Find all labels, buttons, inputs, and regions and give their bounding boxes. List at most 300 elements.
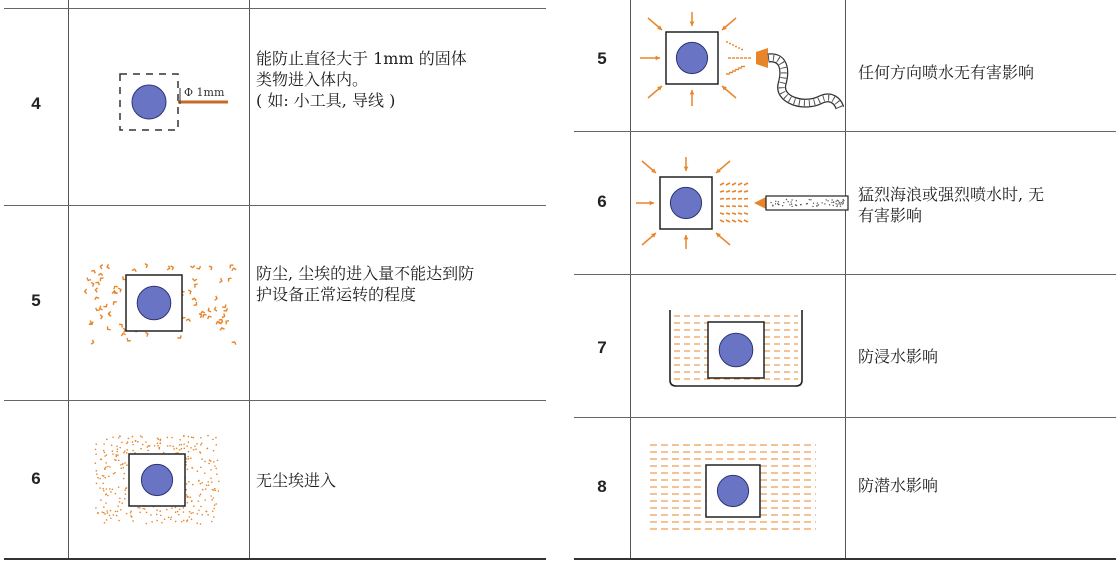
dust-particle	[198, 500, 200, 502]
dust-particle	[199, 314, 202, 318]
pipe-texture	[843, 202, 844, 203]
dust-particle	[127, 338, 131, 341]
dust-particle	[97, 477, 99, 479]
dust-particle	[183, 435, 185, 437]
dust-particle	[215, 307, 217, 311]
description-line: 防浸水影响	[858, 347, 939, 366]
dust-particle	[197, 470, 199, 472]
dust-particle	[103, 443, 105, 445]
dust-particle	[226, 321, 229, 325]
dust-particle	[140, 448, 142, 450]
dust-particle	[208, 308, 211, 312]
dust-particle	[187, 502, 189, 504]
arrow-head	[684, 235, 689, 239]
enclosure-circle	[137, 286, 171, 320]
dust-particle	[199, 451, 201, 453]
level-description	[858, 62, 1108, 83]
dust-particle	[126, 452, 128, 454]
dust-particle	[192, 278, 197, 280]
pipe-texture	[838, 203, 839, 204]
dust-particle	[111, 445, 113, 447]
dust-particle	[117, 511, 119, 513]
spray	[738, 220, 742, 222]
dust-particle	[132, 444, 134, 446]
dust-particle	[200, 437, 202, 439]
description-line: 类物进入体内。	[256, 70, 369, 89]
dust-particle	[106, 454, 108, 456]
dust-particle	[201, 312, 205, 314]
dust-particle	[190, 266, 195, 268]
dust-particle	[147, 446, 149, 448]
dust-particle	[218, 480, 220, 482]
level-number: 6	[31, 469, 41, 488]
dust-particle	[140, 435, 142, 437]
dust-particle	[188, 436, 190, 438]
dust-particle	[108, 475, 110, 477]
pipe-texture	[786, 199, 787, 200]
dust-particle	[147, 450, 149, 452]
dust-particle	[91, 340, 94, 344]
dust-particle	[95, 297, 99, 300]
dust-particle	[195, 284, 198, 288]
dust-particle	[168, 517, 170, 519]
arrow-head	[656, 56, 660, 61]
pipe-texture	[770, 202, 771, 203]
pipe-texture	[790, 201, 791, 202]
dust-particle	[100, 459, 102, 461]
dust-particle	[213, 497, 215, 499]
dust-particle	[91, 282, 94, 286]
dust-particle	[183, 507, 185, 509]
dust-particle	[170, 516, 172, 518]
dust-particle	[116, 515, 118, 517]
dust-particle	[191, 500, 193, 502]
dust-particle	[200, 467, 202, 469]
dust-particle	[127, 449, 129, 451]
dust-particle	[110, 510, 112, 512]
dust-particle	[167, 445, 169, 447]
water-protection-table	[574, 0, 1116, 560]
dust-particle	[110, 491, 112, 493]
dust-particle	[200, 523, 202, 525]
dust-particle	[183, 443, 185, 445]
dust-particle	[95, 449, 97, 451]
pipe-texture	[829, 204, 830, 205]
dust-particle	[156, 514, 158, 516]
dust-particle	[145, 332, 148, 336]
dust-protected-illustration	[79, 257, 239, 347]
dust-particle	[198, 510, 200, 512]
dust-particle	[166, 509, 168, 511]
dust-particle	[109, 466, 111, 468]
dust-particle	[211, 481, 213, 483]
pipe-texture	[817, 202, 818, 203]
table-row	[4, 205, 546, 400]
dust-particle	[132, 520, 134, 522]
dust-particle	[207, 514, 209, 516]
arrow-head	[684, 167, 689, 171]
dust-particle	[194, 302, 197, 305]
dust-particle	[104, 455, 106, 457]
dust-particle	[120, 468, 122, 470]
dust-particle	[144, 508, 146, 510]
dust-particle	[192, 512, 194, 514]
dust-particle	[215, 296, 217, 300]
dust-particle	[121, 333, 125, 336]
dust-particle	[194, 445, 196, 447]
enclosure-circle	[719, 333, 753, 367]
dust-particle	[186, 458, 188, 460]
dust-particle	[112, 450, 114, 452]
dust-particle	[122, 467, 124, 469]
dust-particle	[207, 481, 209, 483]
dust-particle	[127, 441, 129, 443]
dust-particle	[102, 511, 104, 513]
wire-probe-illustration	[114, 68, 234, 138]
dust-particle	[135, 440, 137, 442]
arrow-head	[690, 90, 695, 94]
dust-particle	[202, 489, 204, 491]
dust-particle	[167, 437, 169, 439]
dust-particle	[112, 453, 114, 455]
dust-particle	[123, 478, 125, 480]
dust-particle	[157, 445, 159, 447]
dust-particle	[203, 315, 207, 318]
table-bottom-rule	[4, 558, 546, 560]
dust-particle	[117, 448, 119, 450]
dust-particle	[121, 442, 123, 444]
dust-particle	[192, 484, 194, 486]
nozzle	[756, 48, 768, 68]
pipe-texture	[791, 203, 792, 204]
dust-particle	[196, 522, 198, 524]
dust-particle	[188, 441, 190, 443]
dust-particle	[197, 513, 199, 515]
dust-particle	[100, 278, 103, 281]
dust-particle	[232, 342, 236, 345]
pipe-texture	[818, 204, 819, 205]
dust-particle	[193, 449, 195, 451]
pipe-texture	[842, 201, 843, 202]
pipe-texture	[789, 204, 790, 205]
dust-particle	[214, 488, 216, 490]
dust-particle	[96, 308, 100, 311]
description-line: 猛烈海浪或强烈喷水时, 无	[858, 185, 1045, 204]
dust-particle	[124, 489, 126, 491]
dust-particle	[189, 511, 191, 513]
dust-particle	[192, 298, 196, 300]
solid-protection-table	[4, 0, 546, 560]
dust-particle	[177, 335, 181, 338]
dust-particle	[104, 468, 106, 470]
dust-particle	[118, 460, 120, 462]
dust-particle	[206, 484, 208, 486]
pipe-texture	[777, 203, 778, 204]
dust-particle	[116, 454, 118, 456]
dust-particle	[123, 452, 125, 454]
dust-particle	[189, 516, 191, 518]
dust-particle	[204, 461, 206, 463]
level-description	[858, 184, 1113, 226]
dust-particle	[145, 441, 147, 443]
dust-particle	[100, 306, 103, 310]
dust-particle	[212, 510, 214, 512]
dust-particle	[139, 507, 141, 509]
dust-particle	[164, 518, 166, 520]
arrow-head	[650, 201, 654, 206]
dust-particle	[159, 510, 161, 512]
dust-particle	[219, 278, 221, 282]
dust-particle	[214, 504, 216, 506]
dust-particle	[114, 459, 116, 461]
dust-particle	[117, 505, 119, 507]
pipe-texture	[813, 203, 814, 204]
pipe-texture	[795, 204, 796, 205]
submersion-illustration	[648, 441, 818, 541]
level-description	[858, 346, 1108, 367]
dust-particle	[210, 495, 212, 497]
dust-particle	[200, 494, 202, 496]
spray	[744, 191, 748, 192]
pipe-texture	[836, 206, 837, 207]
dust-particle	[146, 512, 148, 514]
pipe-texture	[831, 199, 832, 200]
spray	[738, 213, 742, 214]
pipe-texture	[838, 200, 839, 201]
pipe-texture	[787, 201, 788, 202]
dust-particle	[200, 506, 202, 508]
spray	[732, 183, 736, 185]
dust-particle	[208, 463, 210, 465]
pipe-texture	[835, 203, 836, 204]
dust-particle	[124, 450, 126, 452]
dust-particle	[169, 445, 171, 447]
pipe-texture	[824, 203, 825, 204]
dust-particle	[179, 449, 181, 451]
dust-particle	[163, 452, 165, 454]
table-row	[4, 400, 546, 558]
dust-particle	[201, 458, 203, 460]
powerful-jet-illustration	[634, 155, 849, 251]
dust-particle	[160, 514, 162, 516]
dust-particle	[218, 490, 220, 492]
dust-particle	[193, 437, 195, 439]
dust-particle	[189, 496, 191, 498]
dust-particle	[125, 493, 127, 495]
dust-particle	[211, 499, 213, 501]
dust-particle	[116, 456, 118, 458]
dust-particle	[183, 448, 185, 450]
dust-particle	[118, 520, 120, 522]
dust-particle	[105, 493, 107, 495]
dust-particle	[207, 448, 209, 450]
dust-particle	[95, 282, 99, 285]
dust-particle	[216, 473, 218, 475]
dust-particle	[156, 509, 158, 511]
dust-particle	[146, 523, 148, 525]
dust-particle	[156, 520, 158, 522]
pipe-texture	[812, 206, 813, 207]
dust-particle	[213, 461, 215, 463]
table-row	[574, 131, 1116, 274]
dust-particle	[215, 444, 217, 446]
spray	[744, 183, 748, 185]
dust-particle	[187, 469, 189, 471]
dust-particle	[208, 316, 212, 319]
dust-particle	[200, 444, 202, 446]
pipe-texture	[840, 206, 841, 207]
dust-particle	[159, 447, 161, 449]
spray	[726, 220, 730, 222]
dust-particle	[96, 483, 98, 485]
dust-particle	[106, 510, 108, 512]
dust-particle	[210, 469, 212, 471]
description-line: 有害影响	[858, 206, 923, 225]
dust-particle	[175, 507, 177, 509]
dust-particle	[186, 483, 188, 485]
dust-particle	[167, 266, 170, 270]
dust-particle	[95, 507, 97, 509]
pipe-texture	[841, 202, 842, 203]
pipe-texture	[810, 199, 811, 200]
dust-particle	[181, 521, 183, 523]
dust-particle	[104, 452, 106, 454]
pipe-texture	[843, 199, 844, 200]
dust-particle	[124, 462, 126, 464]
dust-particle	[115, 493, 117, 495]
dust-particle	[132, 436, 134, 438]
dust-particle	[188, 451, 190, 453]
dust-particle	[141, 436, 143, 438]
level-number: 5	[597, 49, 607, 68]
dust-particle	[117, 454, 119, 456]
pipe-texture	[791, 206, 792, 207]
dust-particle	[114, 472, 116, 474]
enclosure-circle	[676, 42, 707, 73]
spray	[720, 191, 724, 192]
pipe-texture	[839, 202, 840, 203]
dust-particle	[103, 506, 105, 508]
table-row	[574, 417, 1116, 558]
dust-particle	[173, 448, 175, 450]
dust-particle	[191, 467, 193, 469]
dust-particle	[188, 481, 190, 483]
wire-diameter-label: Φ 1mm	[184, 86, 225, 99]
dust-particle	[108, 326, 111, 329]
dust-particle	[177, 511, 179, 513]
dust-particle	[179, 439, 181, 441]
level-number: 5	[31, 291, 41, 310]
pipe-texture	[791, 199, 792, 200]
dust-particle	[113, 473, 115, 475]
dust-particle	[118, 437, 120, 439]
dust-particle	[190, 447, 192, 449]
dust-particle	[109, 515, 111, 517]
description-line: ( 如: 小工具, 导线 )	[256, 91, 396, 110]
level-number: 6	[597, 192, 607, 211]
dust-particle	[112, 488, 114, 490]
dust-particle	[99, 478, 101, 480]
dust-particle	[98, 274, 103, 276]
pipe-texture	[775, 203, 776, 204]
dust-particle	[119, 501, 121, 503]
level-description	[256, 470, 536, 491]
dust-particle	[222, 313, 225, 317]
dust-particle	[186, 319, 190, 321]
dust-particle	[196, 266, 200, 269]
dust-particle	[130, 510, 132, 512]
dust-particle	[96, 473, 98, 475]
dust-particle	[191, 519, 193, 521]
spray	[720, 220, 724, 222]
description-line: 无尘埃进入	[256, 471, 337, 490]
dust-particle	[103, 512, 105, 514]
spray	[720, 213, 724, 214]
dust-particle	[220, 328, 224, 330]
pipe-texture	[783, 202, 784, 203]
dust-particle	[187, 496, 189, 498]
dust-particle	[107, 264, 109, 268]
spray	[738, 183, 742, 185]
pipe-texture	[809, 199, 810, 200]
dust-particle	[107, 495, 109, 497]
description-line: 防尘, 尘埃的进入量不能达到防	[256, 264, 475, 283]
table-row	[574, 274, 1116, 417]
pipe-texture	[800, 204, 801, 205]
description-line: 防潜水影响	[858, 476, 939, 495]
dust-particle	[110, 517, 112, 519]
dust-particle	[103, 490, 105, 492]
dust-particle	[142, 444, 144, 446]
dust-particle	[116, 451, 118, 453]
spray	[720, 183, 724, 185]
dust-particle	[151, 521, 153, 523]
dust-particle	[124, 498, 126, 500]
dust-particle	[215, 503, 217, 505]
level-description	[858, 475, 1108, 496]
dust-particle	[186, 494, 188, 496]
dust-particle	[126, 513, 128, 515]
pipe	[766, 196, 848, 210]
dust-particle	[107, 466, 109, 468]
dust-particle	[214, 490, 216, 492]
dust-particle	[106, 519, 108, 521]
dust-particle	[106, 439, 108, 441]
dust-particle	[130, 515, 132, 517]
dust-particle	[126, 464, 128, 466]
dust-particle	[160, 442, 162, 444]
spray	[744, 220, 748, 222]
immersion-illustration	[666, 308, 806, 388]
dust-particle	[210, 460, 212, 462]
table-bottom-rule	[574, 558, 1116, 560]
table-row	[4, 8, 546, 205]
dust-particle	[211, 521, 213, 523]
dust-particle	[190, 458, 192, 460]
dust-particle	[107, 512, 109, 514]
dust-particle	[210, 477, 212, 479]
dust-tight-illustration	[92, 432, 222, 527]
pipe-texture	[775, 201, 776, 202]
dust-particle	[208, 484, 210, 486]
dust-particle	[123, 328, 125, 333]
dust-particle	[201, 482, 203, 484]
dust-particle	[230, 265, 233, 268]
dust-particle	[157, 442, 159, 444]
pipe-texture	[837, 204, 838, 205]
dust-particle	[105, 502, 107, 504]
dust-particle	[119, 497, 121, 499]
